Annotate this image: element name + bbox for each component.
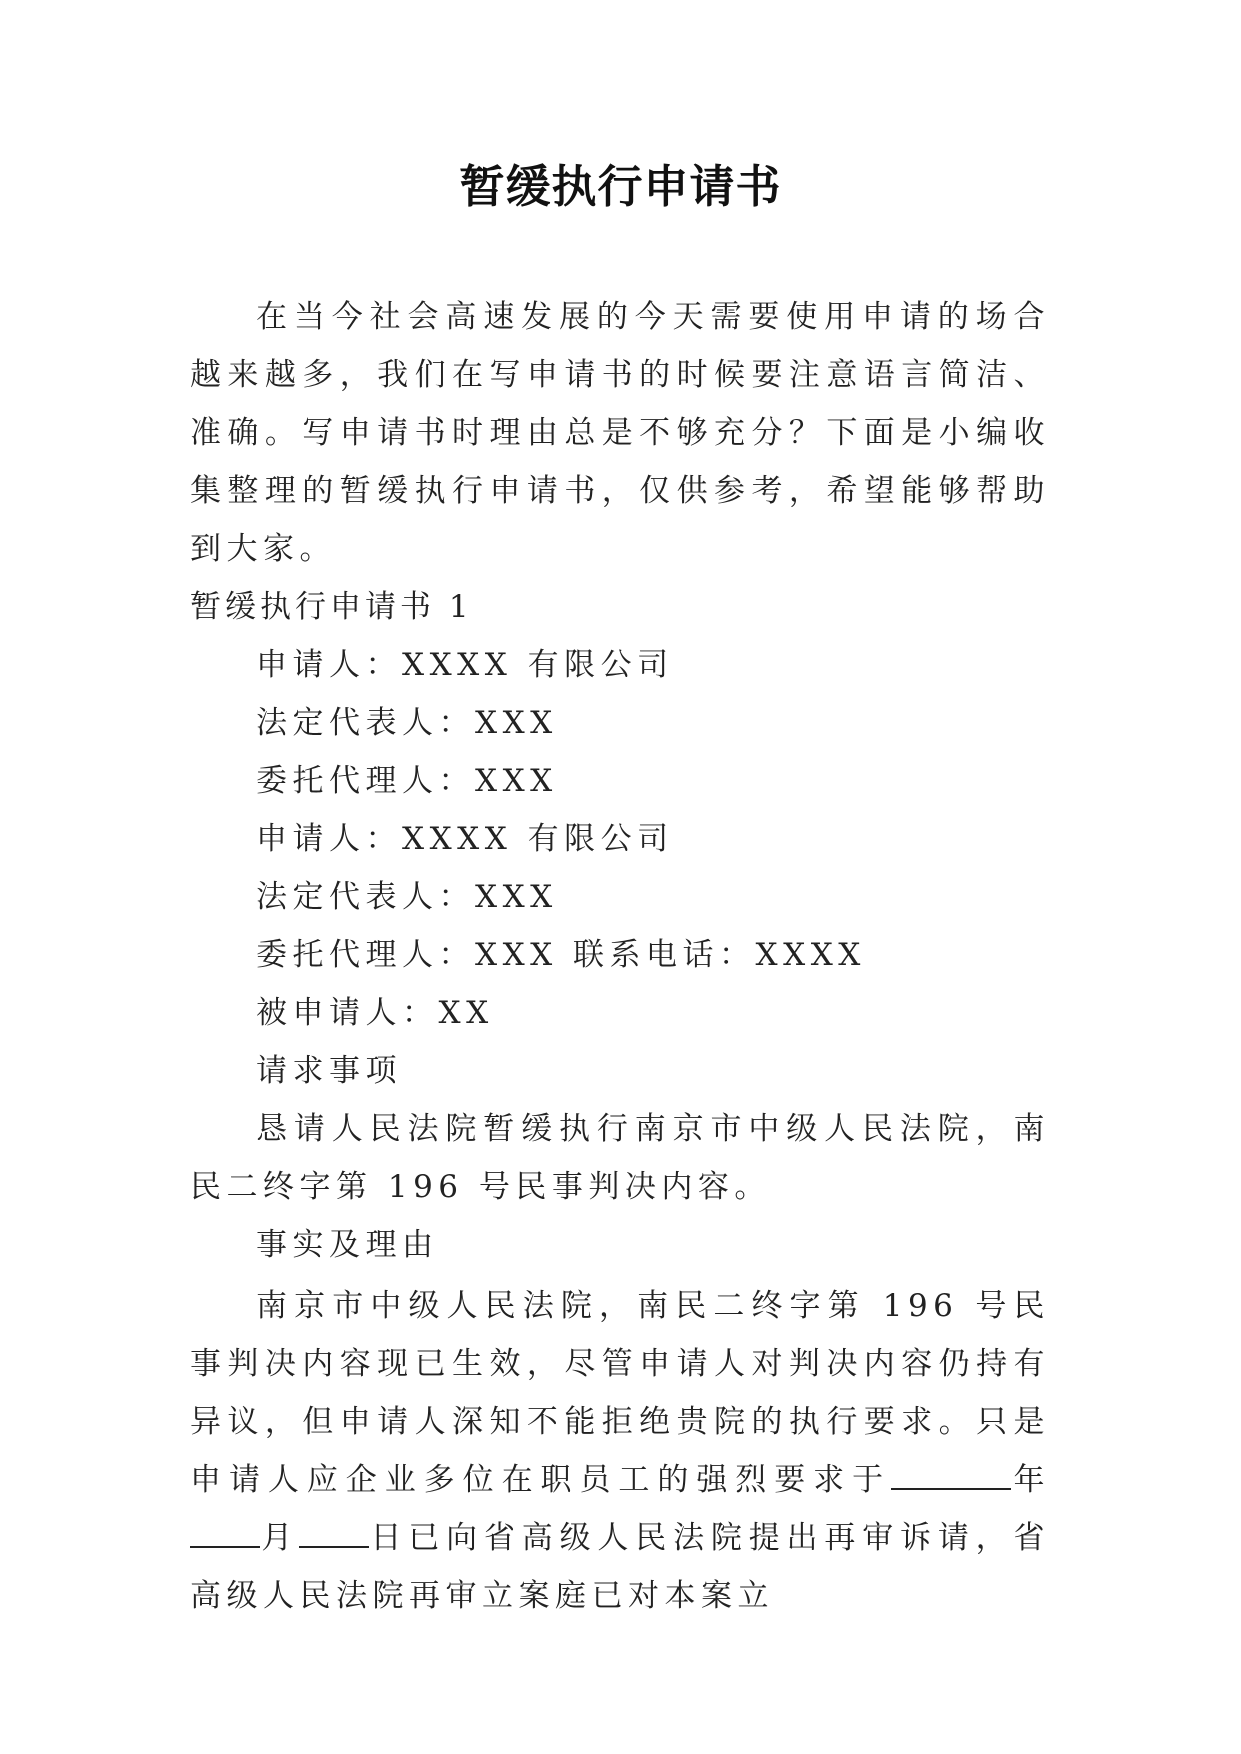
month-label: 月 [260,1520,300,1556]
intro-paragraph: 在当今社会高速发展的今天需要使用申请的场合越来越多，我们在写申请书的时候要注意语言简洁、准确。写申请书时理由总是不够充分？下面是小编收集整理的暂缓执行申请书，仅供参考，希望能够帮助到大家。 [190,299,1050,567]
day-blank [299,1516,369,1548]
application-body [190,636,1050,1274]
request-heading: 请求事项 [256,1053,402,1089]
applicant-line: 申请人：XXXX 有限公司 [256,647,674,683]
section-heading: 暂缓执行申请书 1 [190,589,473,625]
respondent-line: 被申请人：XX [256,995,494,1031]
year-label: 年 [1011,1462,1051,1498]
month-blank [190,1516,260,1548]
legal-rep-line: 法定代表人：XXX [256,879,558,915]
year-blank [891,1458,1011,1490]
agent-line: 委托代理人：XXX [256,763,558,799]
document-title: 暂缓执行申请书 [459,160,782,213]
facts-heading: 事实及理由 [256,1227,439,1263]
facts-paragraph [190,1277,1050,1625]
applicant-line: 申请人：XXXX 有限公司 [256,821,674,857]
request-paragraph: 恳请人民法院暂缓执行南京市中级人民法院，南民二终字第 196 号民事判决内容。 [190,1111,1050,1205]
facts-text-part2: 日已向省高级人民法院提出再审诉请，省高级人民法院再审立案庭已对本案立 [190,1520,1051,1614]
legal-rep-line: 法定代表人：XXX [256,705,558,741]
agent-contact-line: 委托代理人：XXX 联系电话：XXXX [256,937,866,973]
facts-text-part1: 南京市中级人民法院，南民二终字第 196 号民事判决内容现已生效，尽管申请人对判决内容仍持有异议，但申请人深知不能拒绝贵院的执行要求。只是申请人应企业多位在职员工的强烈要求于 [190,1288,1050,1498]
